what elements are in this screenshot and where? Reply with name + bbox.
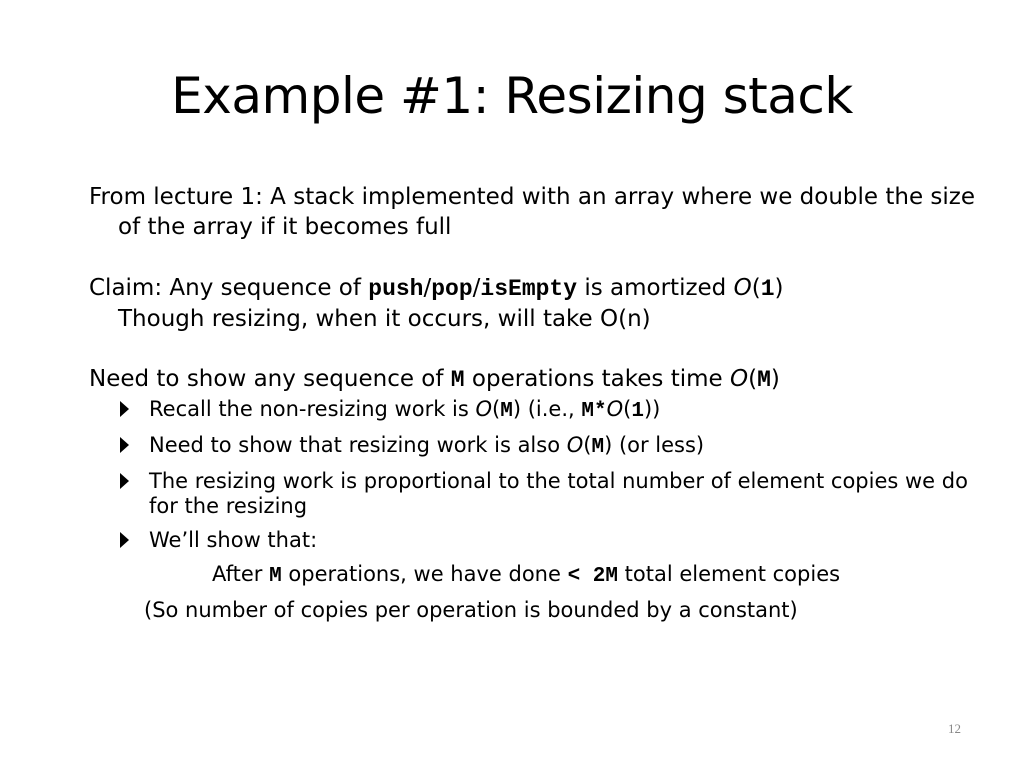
triangle-bullet-icon xyxy=(120,473,129,489)
big-o: O xyxy=(606,397,624,421)
open-paren: ( xyxy=(492,397,501,421)
paragraph-claim xyxy=(89,273,989,304)
bullet-proportional xyxy=(89,469,989,519)
bullet-text: The resizing work is proportional to the total number of element copies we do for the resizing xyxy=(149,469,968,518)
code-m: M xyxy=(269,565,282,588)
close-paren: ) xyxy=(770,366,780,392)
code-m: M xyxy=(591,436,605,459)
bullet-text: We’ll show that: xyxy=(149,528,318,552)
code-isempty: isEmpty xyxy=(480,276,578,302)
open-paren: ( xyxy=(748,366,758,392)
bullet-show-that xyxy=(89,528,989,553)
bullet-text: ) (i.e., xyxy=(512,397,582,421)
big-o: O xyxy=(729,366,749,392)
code-m: M xyxy=(450,367,465,393)
slash-separator: / xyxy=(472,275,481,301)
claim-subline: Though resizing, when it occurs, will take O(n) xyxy=(118,306,651,332)
after-suffix: total element copies xyxy=(618,562,841,586)
constant-bound-note: (So number of copies per operation is bounded by a constant) xyxy=(144,598,798,622)
close-paren: ) xyxy=(774,275,784,301)
code-m: M xyxy=(500,400,513,423)
bullet-text: Recall the non-resizing work is xyxy=(149,397,476,421)
open-paren: ( xyxy=(583,433,592,457)
after-m-operations-line xyxy=(89,562,989,589)
open-paren: ( xyxy=(623,397,632,421)
claim-prefix: Claim: Any sequence of xyxy=(89,275,369,301)
triangle-bullet-icon xyxy=(120,401,129,417)
need-prefix: Need to show any sequence of xyxy=(89,366,451,392)
code-pop: pop xyxy=(431,276,473,302)
slide-body xyxy=(89,182,989,623)
paragraph-lecture-reference: From lecture 1: A stack implemented with an array where we double the size of the array if it becomes full xyxy=(89,184,976,240)
open-paren: ( xyxy=(751,275,761,301)
code-push: push xyxy=(368,276,424,302)
code-m: M xyxy=(757,367,771,393)
big-o: O xyxy=(475,397,493,421)
claim-middle: is amortized xyxy=(577,275,734,301)
bullet-recall-non-resizing xyxy=(89,397,989,424)
code-one: 1 xyxy=(631,400,644,423)
code-one: 1 xyxy=(760,276,775,302)
code-less-than-2m: < 2M xyxy=(567,565,618,588)
after-prefix: After xyxy=(212,562,270,586)
big-o: O xyxy=(733,275,752,301)
triangle-bullet-icon xyxy=(120,532,129,548)
page-number: 12 xyxy=(948,721,961,736)
bullet-text: ) (or less) xyxy=(604,433,705,457)
bullet-resizing-work xyxy=(89,433,989,460)
after-middle: operations, we have done xyxy=(281,562,568,586)
need-middle: operations takes time xyxy=(464,366,730,392)
code-m-star: M* xyxy=(581,400,607,423)
bullet-text: Need to show that resizing work is also xyxy=(149,433,567,457)
slide-title: Example #1: Resizing stack xyxy=(171,67,853,125)
big-o: O xyxy=(566,433,584,457)
triangle-bullet-icon xyxy=(120,437,129,453)
paragraph-need-to-show xyxy=(89,364,989,395)
bullet-text: )) xyxy=(643,397,661,421)
slash-separator: / xyxy=(423,275,432,301)
